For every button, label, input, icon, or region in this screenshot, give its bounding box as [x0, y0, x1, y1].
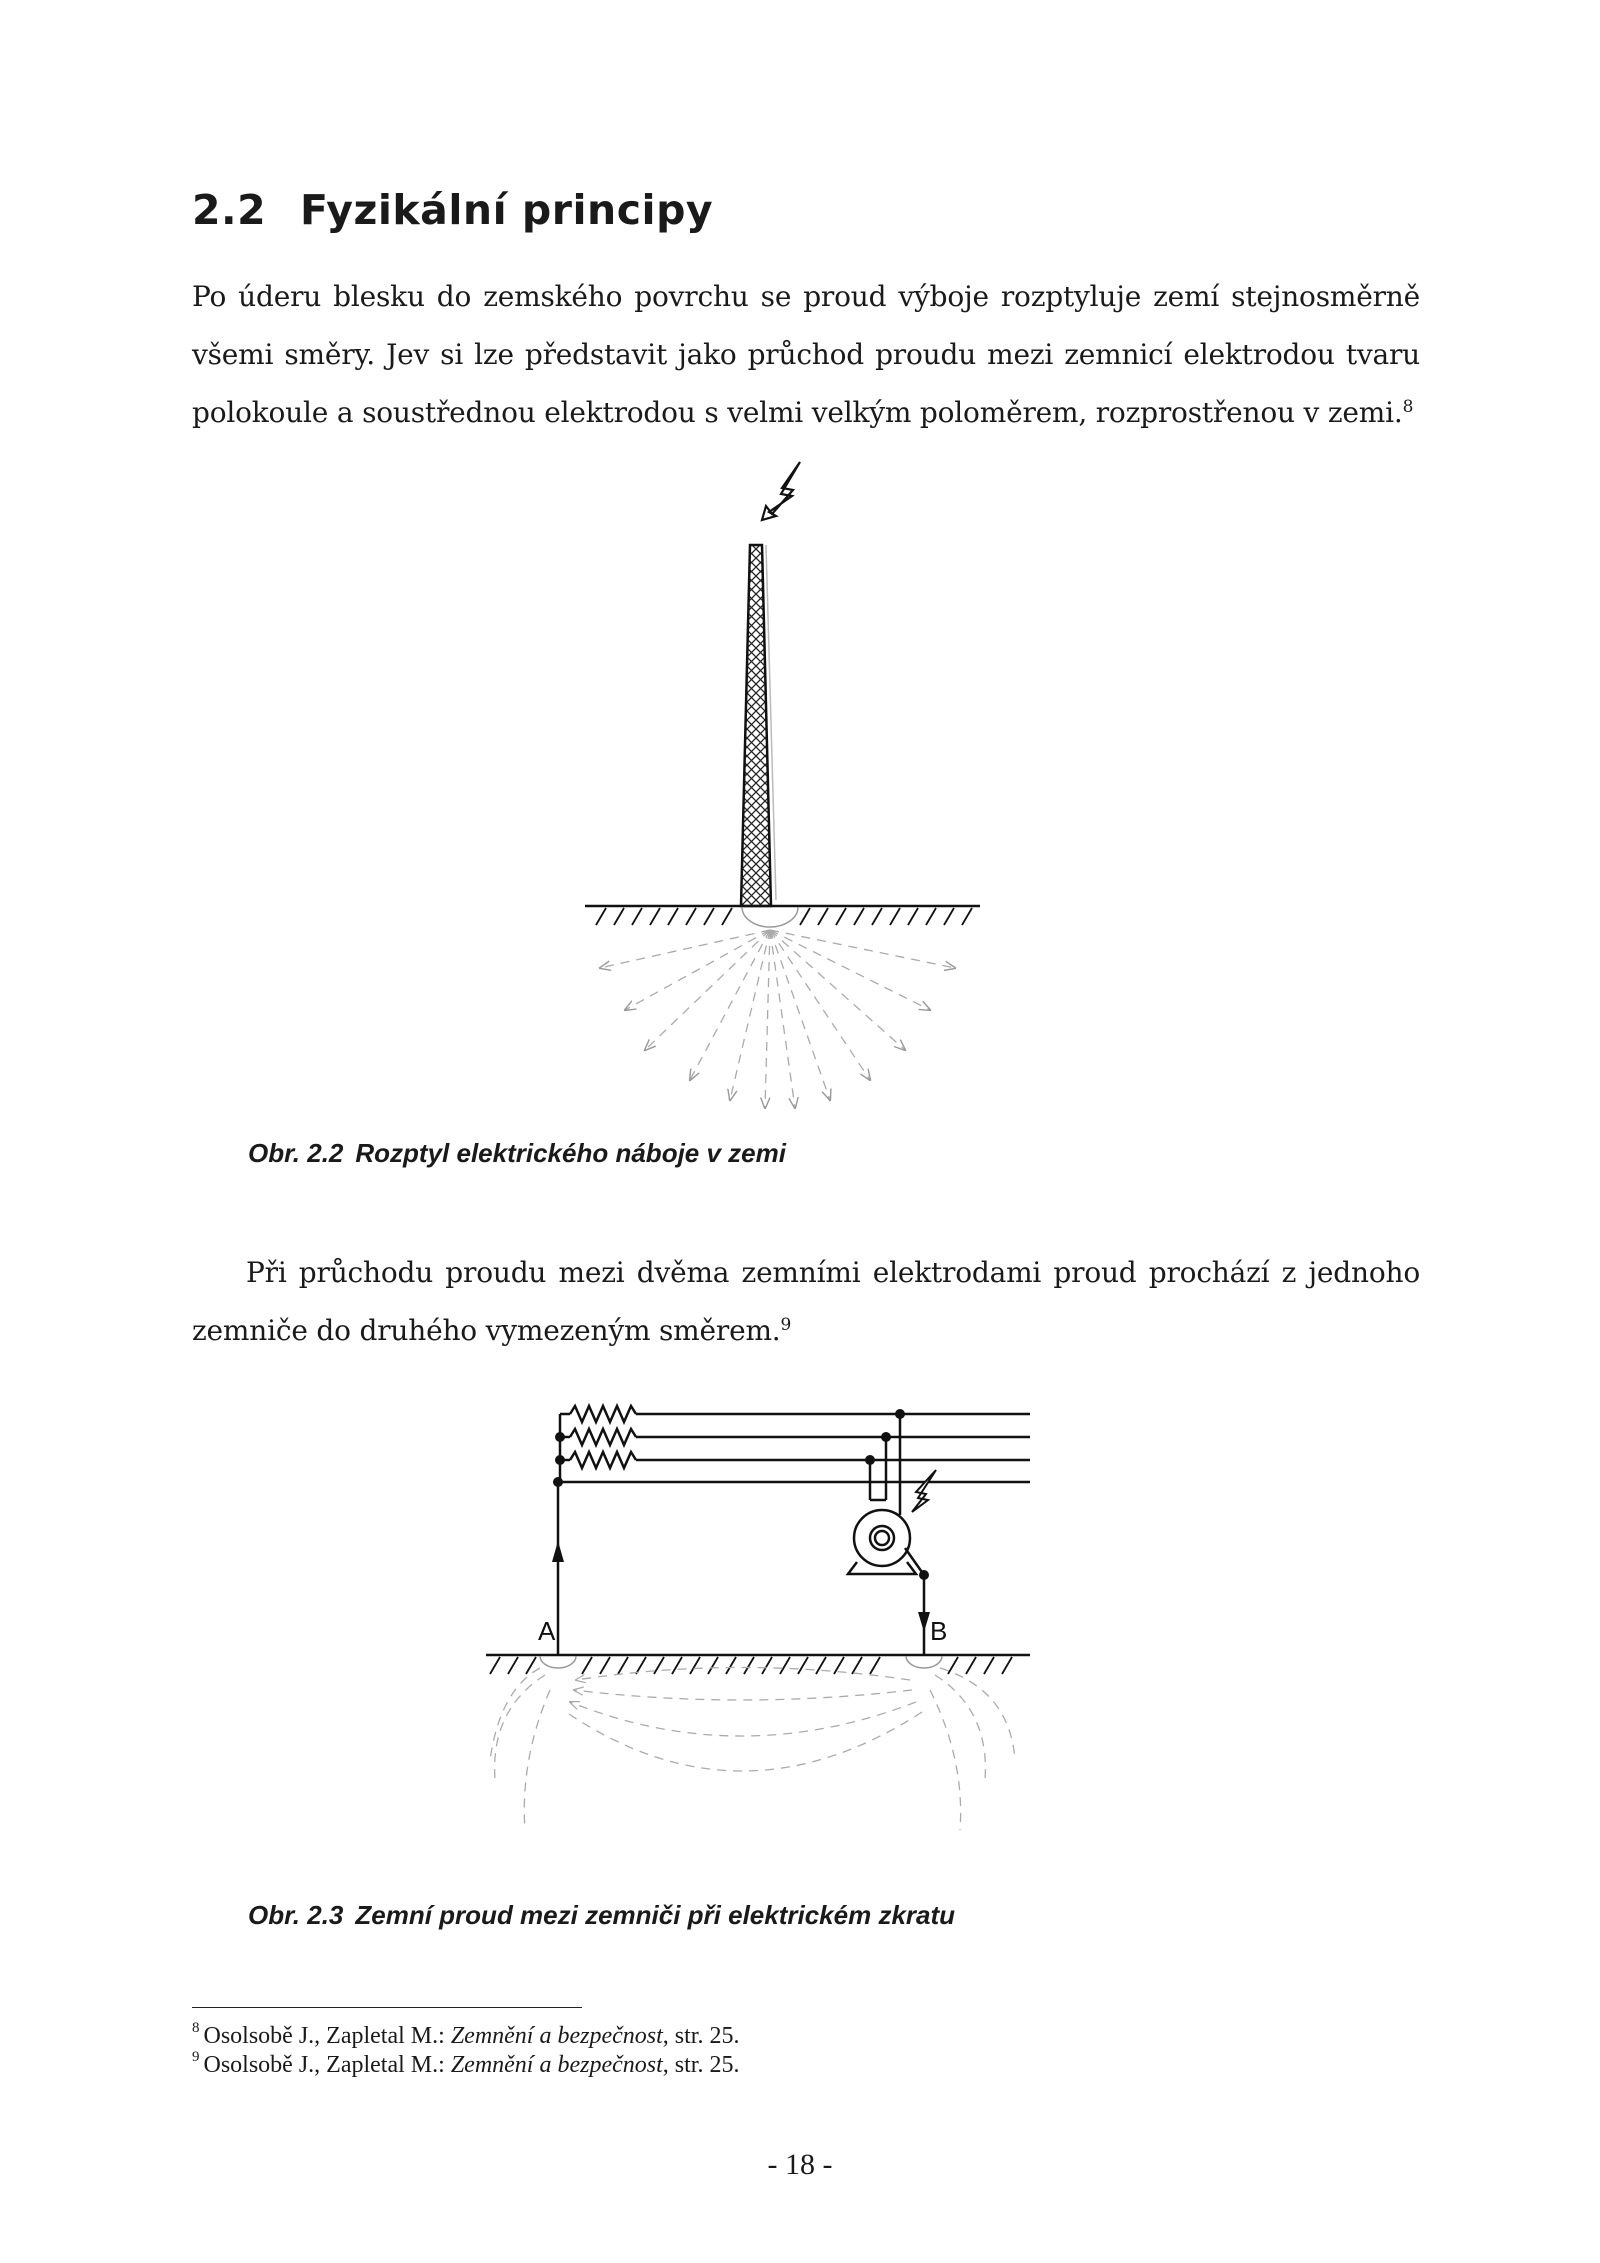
electrode-a: [540, 1656, 576, 1668]
footnote-9-title: Zemnění a bezpečnost: [450, 2052, 663, 2078]
footnote-9-author: Osolsobě J., Zapletal M.:: [203, 2052, 451, 2078]
page-number: - 18 -: [767, 2148, 833, 2181]
figure-2-3-caption: [248, 1900, 955, 1931]
paragraph-1: [192, 268, 1420, 442]
section-title: Fyzikální principy: [300, 186, 714, 234]
dispersal-arrows: [600, 930, 955, 1108]
figure-2-3-label: Obr. 2.3: [248, 1900, 344, 1930]
downward-arrow-b: [918, 1612, 930, 1632]
earth-current-paths: [490, 1668, 1015, 1831]
figure-lightning-tower: [570, 455, 990, 1115]
footnote-8: [192, 2020, 740, 2050]
electrode-b: [906, 1656, 942, 1668]
footnote-ref-8: 8: [1402, 397, 1414, 417]
hemisphere-electrode: [742, 907, 798, 927]
lightning-bolt-icon: [762, 462, 800, 520]
label-a: A: [538, 1616, 556, 1646]
footnote-9-number: 9: [192, 2049, 200, 2065]
figure-2-2-label: Obr. 2.2: [248, 1138, 344, 1168]
figure-earth-current: [480, 1395, 1040, 1845]
footnote-8-title: Zemnění a bezpečnost: [450, 2023, 663, 2049]
label-b: B: [930, 1616, 948, 1646]
paragraph-2: [192, 1244, 1420, 1360]
section-heading: [192, 186, 713, 234]
figure-2-2-caption: [248, 1138, 786, 1169]
footnote-8-number: 8: [192, 2020, 200, 2036]
figure-2-2-text: Rozptyl elektrického náboje v zemi: [355, 1138, 786, 1168]
footnote-ref-9: 9: [780, 1315, 792, 1335]
ground-hatching: [596, 908, 972, 925]
footnote-9-page: , str. 25.: [662, 2052, 740, 2078]
footnote-8-page: , str. 25.: [662, 2023, 740, 2049]
fault-lightning-icon: [912, 1470, 936, 1512]
tower: [741, 545, 771, 906]
power-lines: [558, 1406, 1030, 1655]
footnote-8-author: Osolsobě J., Zapletal M.:: [203, 2023, 451, 2049]
paragraph-2-text: Při průchodu proudu mezi dvěma zemními elektrodami proud prochází z jednoho zemniče do druhého vymezeným směrem.: [192, 1256, 1420, 1347]
motor-icon: [848, 1414, 924, 1655]
paragraph-1-text: Po úderu blesku do zemského povrchu se proud výboje rozptyluje zemí stejnosměrně všemi směry. Jev si lze představit jako průchod proudu mezi zemnicí elektrodou tvaru polokoule a soustřednou elektrodou s velmi velkým poloměrem, rozprostřenou v zemi.: [192, 280, 1420, 429]
footnote-9: [192, 2049, 740, 2079]
section-number: 2.2: [192, 186, 267, 234]
footnote-divider: [192, 2007, 582, 2008]
upward-arrow-a: [552, 1541, 564, 1562]
figure-2-3-text: Zemní proud mezi zemniči při elektrickém zkratu: [355, 1900, 956, 1930]
